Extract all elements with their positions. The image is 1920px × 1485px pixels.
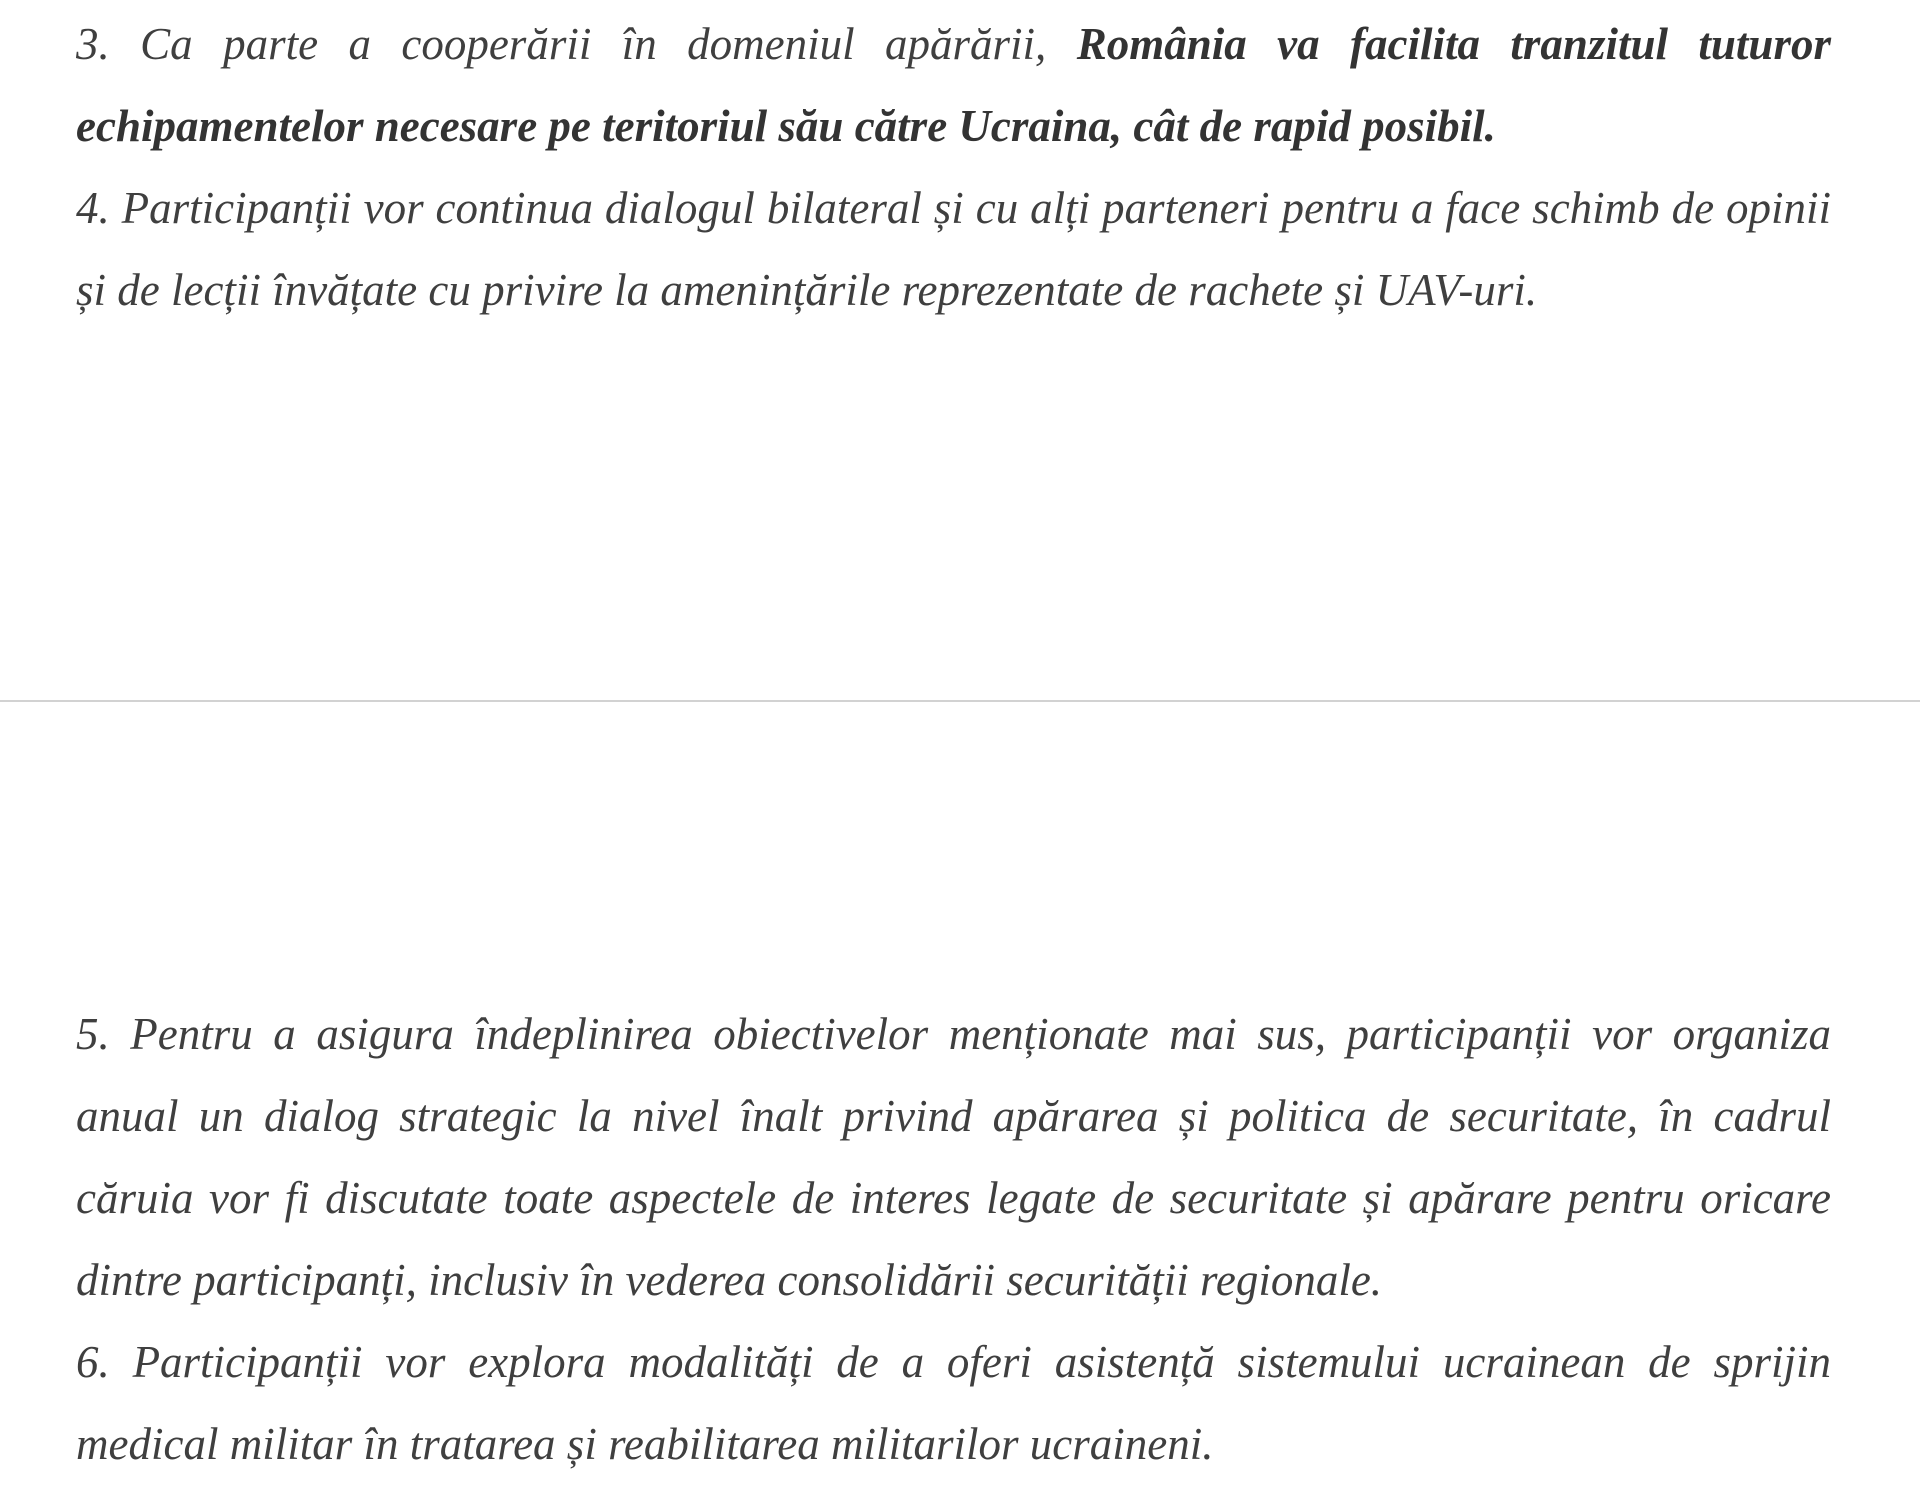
paragraph-5-text: 5. Pentru a asigura îndeplinirea obiectivelor menționate mai sus, participanții vor organiza anual un dialog strategic la nivel înalt privind apărarea și politica de securitate, în cadrul căruia vor fi discutate toate aspectele de interes legate de securitate și apărare pentru oricare dintre participanți, inclusiv în vederea consolidării securității regionale. (76, 1009, 1831, 1305)
paragraph-3-text: 3. Ca parte a cooperării în domeniul apărării, (76, 19, 1077, 69)
paragraph-4-text: 4. Participanții vor continua dialogul bilateral și cu alți parteneri pentru a face schimb de opinii și de lecții învățate cu privire la amenințările reprezentate de rachete și UAV-uri. (76, 183, 1831, 315)
paragraph-6 (76, 1321, 1831, 1485)
document-page-top (76, 0, 1831, 331)
paragraph-5 (76, 993, 1831, 1321)
document-page-bottom (76, 993, 1831, 1485)
paragraph-3-bold-text: România va facilita tranzitul tuturor echipamentelor necesare pe teritoriul său către Ucraina, cât de rapid posibil. (76, 19, 1831, 151)
page-break-divider (0, 700, 1920, 702)
paragraph-3 (76, 3, 1831, 167)
paragraph-6-text: 6. Participanții vor explora modalități de a oferi asistență sistemului ucrainean de sprijin medical militar în tratarea și reabilitarea militarilor ucraineni. (76, 1337, 1831, 1469)
paragraph-4 (76, 167, 1831, 331)
